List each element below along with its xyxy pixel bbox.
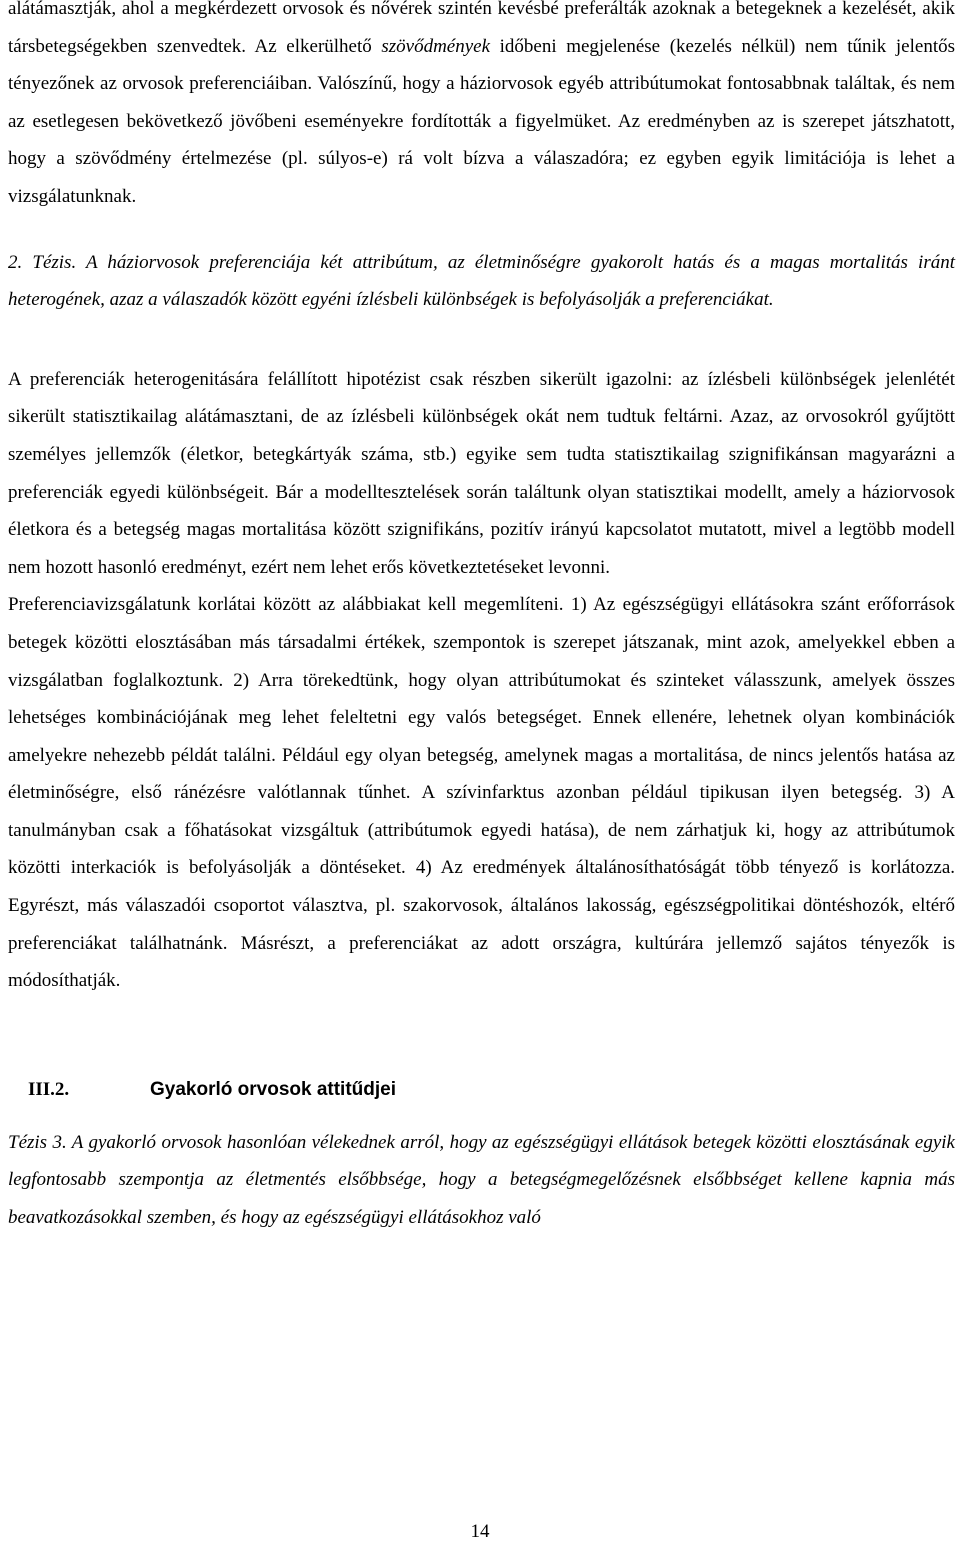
page-number: 14 xyxy=(470,1521,490,1542)
paragraph-complications xyxy=(8,0,955,216)
thesis-3: Tézis 3. A gyakorló orvosok hasonlóan vélekednek arról, hogy az egészségügyi ellátások betegek közötti elosztásának egyik legfontosabb szempontja az életmentés elsőbbsége, hogy a betegségmegelőzésnek elsőbbséget kellene kapnia más beavatkozásokkal szemben, és hogy az egészségügyi ellátásokhoz való xyxy=(8,1131,955,1229)
paragraph-limitations: Preferenciavizsgálatunk korlátai között az alábbiakat kell megemlíteni. 1) Az egészségügyi ellátásokra szánt erőforrások betegek közötti elosztásában más társadalmi értékek, szempontok is szerepet játszanak, mint azok, amelyekkel ebben a vizsgálatban foglalkoztunk. 2) Arra törekedtünk, hogy olyan attribútumokat és szinteket válasszunk, amelyek összes lehetséges kombinációjának meg lehet feleltetni egy valós betegséget. Ennek ellenére, lehetnek olyan kombinációk amelyekre nehezebb példát találni. Például egy olyan betegség, amelynek magas a mortalitása, de nincs jelentős hatása az életminőségre, első ránézésre valótlannak tűnhet. A szívinfarktus azonban például tipikusan ilyen betegség. 3) A tanulmányban csak a főhatásokat vizsgáltuk (attribútumok egyedi hatása), de nem zárhatjuk ki, hogy az attribútumok közötti interkaciók is befolyásolják a döntéseket. 4) Az eredmények általánosíthatóságát több tényező is korlátozza. Egyrészt, más válaszadói csoportot választva, pl. szakorvosok, általános lakosság, egészségpolitikai döntéshozók, eltérő preferenciákat találhatnánk. Másrészt, a preferenciákat az adott országra, kultúrára jellemző sajátos tényezők is módosíthatják. xyxy=(8,594,955,992)
document-page xyxy=(8,0,955,1237)
italic-term: szövődmények xyxy=(381,35,491,57)
paragraph-text: időbeni megjelenése (kezelés nélkül) nem tűnik jelentős tényezőnek az orvosok preferenciáiban. Valószínű, hogy a háziorvosok egyéb attribútumokat fontosabbnak találtak, és nem az esetlegesen bekövetkező jövőbeni eseményekre fordították a figyelmüket. Az eredményben az is szerepet játszhatott, hogy a szövődmény értelmezése (pl. súlyos-e) rá volt bízva a válaszadóra; ez egyben egyik limitációja is lehet a vizsgálatunknak. xyxy=(8,35,955,207)
section-heading xyxy=(8,1070,955,1110)
paragraph-heterogeneity: A preferenciák heterogenitására felállított hipotézist csak részben sikerült igazolni: az ízlésbeli különbségek jelenlétét sikerült statisztikailag alátámasztani, de az ízlésbeli különbségek okát nem tudtuk feltárni. Azaz, az orvosokról gyűjtött személyes jellemzők (életkor, betegkártyák száma, stb.) egyike sem tudta statisztikailag szignifikánsan magyarázni a preferenciák egyedi különbségeit. Bár a modelltesztelések során találtunk olyan statisztikai modellt, amely a háziorvosok életkora és a betegség magas mortalitása között szignifikáns, pozitív irányú kapcsolatot mutatott, mivel a legtöbb modell nem hozott hasonló eredményt, ezért nem lehet erős következtetéseket levonni. xyxy=(8,368,955,578)
section-number: III.2. xyxy=(28,1079,70,1101)
section-title: Gyakorló orvosok attitűdjei xyxy=(150,1079,396,1101)
thesis-2: 2. Tézis. A háziorvosok preferenciája két attribútum, az életminőségre gyakorolt hatás és a magas mortalitás iránt heterogének, azaz a válaszadók között egyéni ízlésbeli különbségek is befolyásolják a preferenciákat. xyxy=(8,251,955,311)
paragraph-text: alátámasztják, ahol a megkérdezett orvosok és nővérek szintén kevésbé preferálták azoknak a betegeknek a kezelését, akik társbetegségekben szenvedtek. Az elkerülhető xyxy=(8,0,955,57)
